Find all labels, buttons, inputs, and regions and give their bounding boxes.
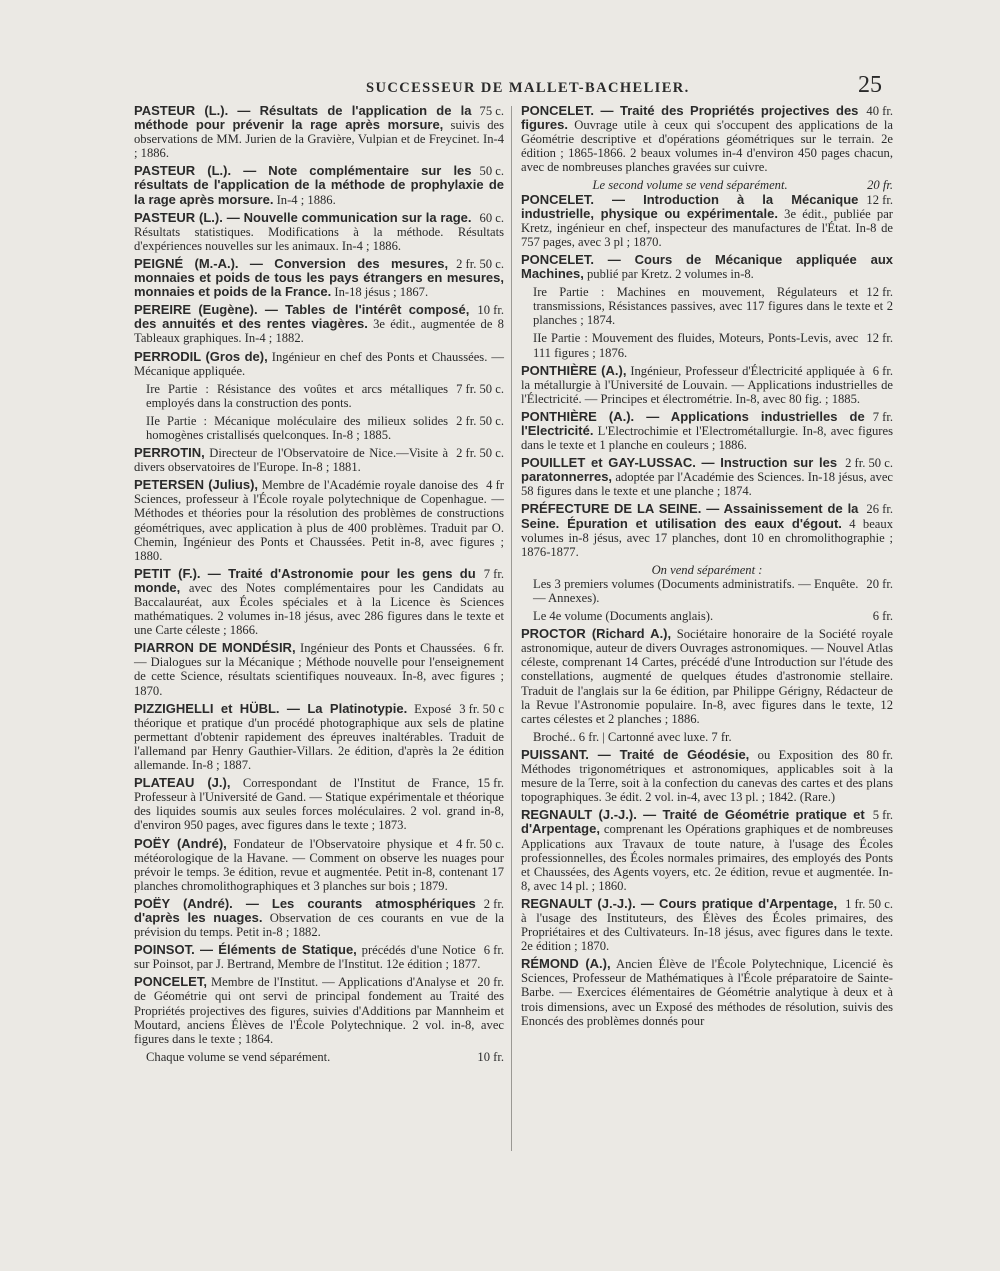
page-header xyxy=(0,72,1000,102)
catalog-entry xyxy=(134,702,504,772)
catalog-subentry xyxy=(521,577,893,605)
catalog-entry xyxy=(521,410,893,452)
entry-title: — Assainissement de la Seine. Épuration et utilisation des eaux d'égout. xyxy=(521,501,859,531)
catalog-subentry xyxy=(521,285,893,327)
price: 7 fr. xyxy=(872,409,893,424)
entry-description: Le 4e volume (Documents anglais). xyxy=(533,609,714,624)
entry-description: publié par Kretz. 2 volumes in-8. xyxy=(583,267,754,282)
price: 12 fr. xyxy=(866,331,893,346)
catalog-subentry xyxy=(134,414,504,442)
entry-author: PLATEAU (J.), xyxy=(134,775,231,791)
entry-title: — Traité de Géodésie, xyxy=(588,746,750,762)
catalog-entry xyxy=(134,641,504,697)
price: 6 fr. xyxy=(872,363,893,378)
price: 3 fr. 50 c xyxy=(459,701,504,716)
entry-title: — Traité de Géométrie pratique et d'Arpentage, xyxy=(521,807,865,837)
price: 5 fr. xyxy=(872,808,893,823)
price: 15 fr. xyxy=(477,776,504,791)
entry-description: avec des Notes complémentaires pour les Candidats au Baccalauréat, aux Écoles spéciales et à la Licence ès Sciences mathématiques. 2 volumes in-18 jésus, avec 286 figures dans le texte et une Carte céleste ; 1866. xyxy=(134,580,504,638)
entry-author: POUILLET et GAY-LUSSAC. xyxy=(521,455,696,471)
note-text: On vend séparément : xyxy=(651,562,763,577)
price: 2 fr. 50 c. xyxy=(456,256,504,271)
entry-description: Ingénieur des Ponts et Chaussées. — Dialogues sur la Mécanique ; Méthode nouvelle pour l'enseignement de cette Science, résultats scientifiques nouveaux. In-8, avec figures ; 1870. xyxy=(134,641,504,698)
entry-description: Membre de l'Institut. — Applications d'Analyse et de Géométrie qui ont servi de principal fondement au Traité des Propriétés projectives des figures, suivies d'Additions par Mannheim et Moutard, anciens Élèves de l'École Polytechnique. 2 vol. in-8, avec figures dans le texte ; 1864. xyxy=(134,975,504,1046)
entry-author: POËY (André). xyxy=(134,895,233,911)
entry-author: POËY (André), xyxy=(134,835,227,851)
column-divider xyxy=(511,106,512,1151)
price: 10 fr. xyxy=(477,303,504,318)
entry-author: PIARRON DE MONDÉSIR, xyxy=(134,640,296,656)
entry-author: PROCTOR (Richard A.), xyxy=(521,626,672,642)
entry-title: — Introduction à la Mécanique industrielle, physique ou expérimentale. xyxy=(521,191,859,221)
price: 60 c. xyxy=(479,210,504,225)
entry-title: — Cours pratique d'Arpentage, xyxy=(635,895,838,911)
entry-description: Ouvrage utile à ceux qui s'occupent des applications de la Géométrie descriptive et d'opérations géométriques sur le terrain. 2e édition ; 1865-1866. 2 beaux volumes in-4 d'environ 450 pages chacun, avec de nombreuses planches gravées sur cuivre. xyxy=(521,118,893,175)
catalog-entry xyxy=(134,478,504,563)
price: 75 c. xyxy=(479,104,504,118)
entry-description: In-18 jésus ; 1867. xyxy=(331,285,429,300)
entry-title: — Tables de l'intérêt composé, des annuités et des rentes viagères. xyxy=(134,302,470,332)
entry-author: POINSOT. xyxy=(134,942,195,958)
entry-description: Ire Partie : Résistance des voûtes et arcs métalliques employés dans la construction des ponts. xyxy=(146,381,449,410)
price: 10 fr. xyxy=(477,1049,504,1064)
price: 6 fr. xyxy=(483,943,504,958)
entry-description: Chaque volume se vend séparément. xyxy=(146,1049,331,1064)
catalog-entry xyxy=(134,303,504,345)
price: 2 fr. xyxy=(483,896,504,911)
catalog-entry xyxy=(134,975,504,1045)
catalog-note xyxy=(521,563,893,577)
entry-description: Membre de l'Académie royale danoise des Sciences, professeur à l'École royale polytechnique de Copenhague. — Méthodes et théories pour la résolution des problèmes de constructions géométriques, avec application à plus de 400 problèmes. Traduit par O. Chemin, Ingénieur des Ponts et Chaussées. Petit in-8, avec figures ; 1880. xyxy=(134,478,504,563)
price: 4 fr xyxy=(486,478,504,493)
entry-description: L'Electrochimie et l'Electrométallurgie. In-8, avec figures dans le texte et 1 planche en couleurs ; 1886. xyxy=(521,423,893,453)
catalog-subentry xyxy=(134,382,504,410)
entry-description: 4 beaux volumes in-8 jésus, avec 17 planches, dont 10 en chromolithographie ; 1876-1877. xyxy=(521,516,893,559)
price: 20 fr. xyxy=(477,975,504,990)
price: 7 fr. xyxy=(483,566,504,581)
price: 12 fr. xyxy=(866,192,893,207)
right-column xyxy=(521,104,893,1032)
entry-author: PASTEUR (L.). xyxy=(134,103,229,118)
entry-title: — Traité des Propriétés projectives des figures. xyxy=(521,103,859,133)
entry-author: PONTHIÈRE (A.), xyxy=(521,362,627,378)
entry-title: — La Platinotypie. xyxy=(279,700,408,716)
running-title: SUCCESSEUR DE MALLET-BACHELIER. xyxy=(366,80,690,96)
price: 50 c. xyxy=(479,164,504,179)
entry-author: REGNAULT (J.-J.). xyxy=(521,807,637,823)
entry-author: PEREIRE (Eugène). xyxy=(134,302,258,318)
entry-description: IIe Partie : Mécanique moléculaire des milieux solides homogènes cristallisés quelconques. In-8 ; 1885. xyxy=(146,413,449,442)
entry-author: PASTEUR (L.). xyxy=(134,209,223,225)
catalog-entry xyxy=(521,104,893,174)
catalog-entry xyxy=(521,748,893,804)
price: 40 fr. xyxy=(866,104,893,118)
entry-description: Ingénieur, Professeur d'Électricité appliquée à la métallurgie à l'Université de Louvain. — Applications industrielles de l'Électricité. — Principes et électrométrie. In-8, avec 80 fig. ; 1885. xyxy=(521,363,893,406)
price: 20 fr. xyxy=(867,178,893,193)
left-column xyxy=(134,104,504,1068)
entry-description: 3e édit., augmentée de 8 Tableaux graphiques. In-4 ; 1882. xyxy=(134,317,504,346)
catalog-subentry xyxy=(134,1050,504,1064)
entry-description: Correspondant de l'Institut de France, Professeur à l'Université de Gand. — Statique expérimentale et théorique des liquides soumis aux seules forces moléculaires. 2 vol. grand in-8, d'environ 950 pages, avec figures dans le texte ; 1873. xyxy=(134,776,504,833)
entry-author: PONCELET, xyxy=(134,974,207,990)
entry-title: — Les courants atmosphériques d'après les nuages. xyxy=(134,895,476,925)
entry-title: — Traité d'Astronomie pour les gens du monde, xyxy=(134,565,476,595)
catalog-subentry xyxy=(521,331,893,359)
entry-title: — Applications industrielles de l'Electricité. xyxy=(521,408,865,438)
catalog-entry xyxy=(134,446,504,474)
entry-description: adoptée par l'Académie des Sciences. In-18 jésus, avec 58 figures dans le texte et une planche ; 1874. xyxy=(521,470,893,499)
catalog-entry xyxy=(521,897,893,953)
entry-description: Observation de ces courants en vue de la prévision du temps. Petit in-8 ; 1882. xyxy=(134,910,504,940)
entry-author: RÉMOND (A.), xyxy=(521,956,611,972)
catalog-entry xyxy=(521,808,893,893)
entry-description: Broché.. 6 fr. | Cartonné avec luxe. 7 fr. xyxy=(533,729,732,744)
price: 2 fr. 50 c. xyxy=(456,446,504,461)
entry-description: IIe Partie : Mouvement des fluides, Moteurs, Ponts-Levis, avec 111 figures ; 1876. xyxy=(533,331,859,360)
entry-title: — Conversion des mesures, monnaies et poids de tous les pays étrangers en mesures, monnaies et poids de la France. xyxy=(134,255,504,300)
entry-author: PUISSANT. xyxy=(521,746,589,762)
entry-author: REGNAULT (J.-J.). xyxy=(521,895,636,911)
price: 1 fr. 50 c. xyxy=(845,896,893,911)
entry-author: PONCELET. xyxy=(521,251,594,267)
entry-author: PIZZIGHELLI et HÜBL. xyxy=(134,700,280,716)
price: 26 fr. xyxy=(866,502,893,517)
price: 6 fr. xyxy=(483,641,504,656)
catalog-entry xyxy=(521,364,893,406)
entry-description: Ingénieur en chef des Ponts et Chaussées. — Mécanique appliquée. xyxy=(134,349,504,378)
entry-description: à l'usage des Instituteurs, des Élèves des Écoles primaires, des Propriétaires et des Cultivateurs. In-18 jésus, avec figures dans le texte. 2e édition ; 1870. xyxy=(521,910,893,954)
entry-author: PONTHIÈRE (A.). xyxy=(521,408,635,424)
entry-author: PRÉFECTURE DE LA SEINE. xyxy=(521,501,702,517)
entry-description: In-4 ; 1886. xyxy=(273,192,336,207)
catalog-entry xyxy=(134,567,504,637)
catalog-entry xyxy=(134,164,504,206)
price: 2 fr. 50 c. xyxy=(845,456,893,471)
catalog-note xyxy=(521,178,893,192)
entry-description: Ancien Élève de l'École Polytechnique, Licencié ès Sciences, Professeur de Mathématiques à l'École préparatoire de Sainte-Barbe. — Exercices élémentaires de Géométrie analytique à deux et à trois dimensions, avec un Exposé des méthodes de résolution, suivis des Enoncés des problèmes donnés pour xyxy=(521,957,893,1028)
price: 20 fr. xyxy=(866,576,893,591)
price: 4 fr. 50 c. xyxy=(456,836,504,851)
entry-description: suivis des observations de MM. Jurien de la Gravière, Vulpian et de Freycinet. In-4 ; 1886. xyxy=(134,118,504,161)
catalog-entry xyxy=(134,104,504,160)
entry-title: — Note complémentaire sur les résultats de l'application de la méthode de prophylaxie de la rage après morsure. xyxy=(134,163,504,207)
entry-author: PEIGNÉ (M.-A.). xyxy=(134,255,239,271)
entry-author: PONCELET. xyxy=(521,191,594,207)
catalog-entry xyxy=(521,957,893,1027)
entry-author: PONCELET. xyxy=(521,103,594,118)
catalog-entry xyxy=(134,211,504,253)
price: 2 fr. 50 c. xyxy=(456,413,504,428)
entry-title: — Nouvelle communication sur la rage. xyxy=(222,209,472,225)
catalog-entry xyxy=(134,350,504,378)
price: 6 fr. xyxy=(872,609,893,624)
entry-author: PASTEUR (L.). xyxy=(134,163,232,179)
catalog-entry xyxy=(521,456,893,498)
catalog-entry xyxy=(521,253,893,281)
price: 80 fr. xyxy=(866,747,893,762)
entry-description: Directeur de l'Observatoire de Nice.—Visite à divers observatoires de l'Europe. In-8 ; 1881. xyxy=(134,446,449,475)
catalog-entry xyxy=(521,627,893,726)
entry-description: Ire Partie : Machines en mouvement, Régulateurs et transmissions, Résistances passives, avec 117 figures dans le texte et 2 planches ; 1874. xyxy=(533,285,893,328)
catalog-entry xyxy=(134,257,504,299)
entry-description: Exposé théorique et pratique d'un procédé photographique aux sels de platine permettant d'obtenir rapidement des épreuves inaltérables. Traduit de l'allemand par Henry Gauthier-Villars. 2e édition, d'après la 2e édition allemande. In-8 ; 1887. xyxy=(134,701,504,773)
entry-description: précédés d'une Notice sur Poinsot, par J. Bertrand, Membre de l'Institut. 12e édition ; 1877. xyxy=(134,943,481,972)
price: 7 fr. 50 c. xyxy=(456,381,504,396)
entry-title: — Cours de Mécanique appliquée aux Machines, xyxy=(521,251,893,282)
entry-author: PERROTIN, xyxy=(134,445,205,461)
entry-description: ou Exposition des Méthodes trigonométriques et astronomiques, applicables soit à la mesure de la Terre, soit à la confection du canevas des cartes et des plans topographiques. 3e édit. 2 vol. in-4, avec 13 pl. ; 1842. (Rare.) xyxy=(521,747,893,805)
entry-title: — Instruction sur les paratonnerres, xyxy=(521,455,838,485)
entry-description: Fondateur de l'Observatoire physique et météorologique de la Havane. — Comment on observe les nuages pour prévoir le temps. 3e édition, revue et augmentée. Petit in-8, contenant 17 planches chromolithographiques et 3 planches sur bois ; 1879. xyxy=(134,836,504,893)
catalog-entry xyxy=(134,943,504,971)
catalog-entry xyxy=(134,776,504,832)
entry-description: comprenant les Opérations graphiques et de nombreuses Applications aux Travaux de toute nature, à l'usage des Écoles professionnelles, des Écoles normales primaires, des employés des Ponts et Chaussées, des Agents voyers, etc. 2e édition, revue et augmentée. In-8, avec 14 pl. ; 1860. xyxy=(521,822,893,893)
entry-description: Sociétaire honoraire de la Société royale astronomique, auteur de divers Ouvrages astronomiques. — Nouvel Atlas céleste, comprenant 14 Cartes, précédé d'une Introduction sur l'étude des constellations, augmenté de quelques études d'astronomie stellaire. Traduit de l'anglais sur la 6e édition, par Philippe Gérigny, Rédacteur de la Revue l'Astronomie populaire. In-8, avec figures dans le texte, 12 cartes célestes et 2 planches ; 1886. xyxy=(521,627,893,726)
catalog-entry xyxy=(134,837,504,893)
entry-author: PETERSEN (Julius), xyxy=(134,477,259,493)
entry-description: 3e édit., publiée par Kretz, ingénieur en chef, inspecteur des manufactures de l'État. In-8 de 757 pages, avec 3 pl ; 1870. xyxy=(521,206,894,249)
entry-author: PETIT (F.). xyxy=(134,565,201,581)
catalog-entry xyxy=(521,193,893,249)
entry-description: Les 3 premiers volumes (Documents administratifs. — Enquête. — Annexes). xyxy=(533,576,859,605)
entry-description: Résultats statistiques. Modifications à la méthode. Résultats d'expériences nouvelles sur les animaux. In-4 ; 1886. xyxy=(134,224,504,253)
price: 12 fr. xyxy=(866,285,893,300)
catalog-entry xyxy=(134,897,504,939)
entry-title: — Éléments de Statique, xyxy=(194,942,357,958)
page-number: 25 xyxy=(858,72,882,98)
entry-author: PERRODIL (Gros de), xyxy=(134,348,268,364)
note-text: Le second volume se vend séparément. xyxy=(592,178,788,193)
catalog-entry xyxy=(521,502,893,558)
catalog-subentry xyxy=(521,730,893,744)
catalog-subentry xyxy=(521,609,893,623)
entry-title: — Résultats de l'application de la méthode pour prévenir la rage après morsure, xyxy=(134,103,472,133)
